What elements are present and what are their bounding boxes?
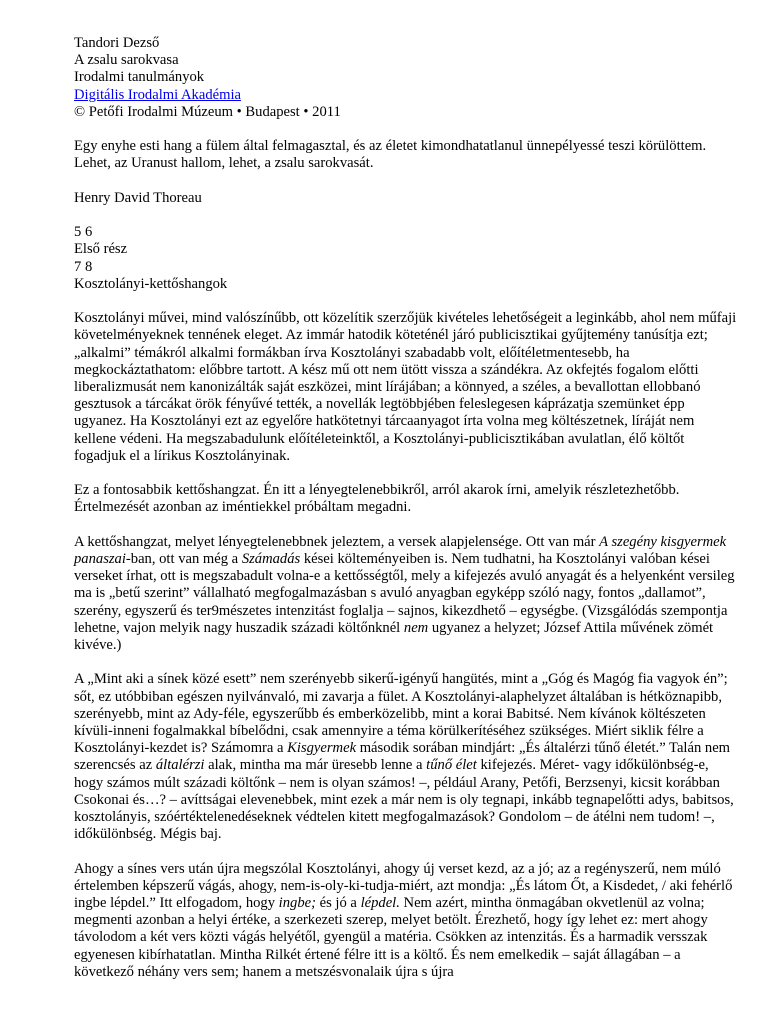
paragraph-3 — [74, 534, 738, 654]
book-subtitle: Irodalmi tanulmányok — [74, 69, 205, 86]
motto-attribution: Henry David Thoreau — [74, 189, 202, 206]
paragraph-2: Ez a fontosabbik kettőshangzat. Én itt a lényegtelenebbikről, arról akarok írni, amelyik részletezhetőbb. Értelmezését azonban az iméntiekkel próbáltam megadni. — [74, 482, 680, 516]
paragraph-4 — [74, 671, 738, 843]
page-numbers-2: 7 8 — [74, 258, 93, 275]
chapter-title: Kosztolányi-kettőshangok — [74, 275, 228, 292]
book-title: A zsalu sarokvasa — [74, 52, 179, 69]
p3-italic-3: nem — [403, 619, 429, 636]
part-label: Első rész — [74, 241, 128, 258]
p3-text-a: A kettőshangzat, melyet lényegtelenebbnek jeleztem, a versek alapjelensége. Ott van már — [74, 533, 600, 550]
p5-text-a: Ahogy a sínes vers után újra megszólal Kosztolányi, ahogy új verset kezd, az a jó; az a regényszerű, nem múló értelemben képszerű vágás, ahogy, nem-is-oly-ki-tudja-miért, azt mondja: „És látom Őt, a Kisdedet, / aki fehérlő ingbe lépdel.” Itt elfogadom, hogy — [74, 860, 733, 912]
page-numbers-1: 5 6 — [74, 224, 93, 241]
p4-text-d: kifejezés. Méret- vagy időkülönbség-e, hogy számos múlt századi költőnk – nem is olyan számos! –, például Arany, Petőfi, Berzsenyi, kicsit korábban Csokonai és…? – avíttságai elevenebbek, mint ezek a már nem is oly tegnapi, inkább tegnapelőtti adys, babitsos, kosztolányis, szóértéktelenedéseknek védtelen kitett megfogalmazások? Gondolom – de átélni nem tudom! –, időkülönbség. Mégis baj. — [74, 757, 734, 843]
p5-text-c: Nem azért, mintha önmagában okvetlenül az volna; megmenti azonban a helyi értéke, a szerkezeti szerep, melyet betölt. Érezhető, hogy így lehet ez: mert ahogy távolodom a két vers közti vágás helyétől, gyengül a matéria. Csökken az intenzitás. És a harmadik versszak egyenesen kibírhatatlan. Mintha Rilkét értené félre itt is a költő. És nem emelkedik – saját állagában – a következő néhány vers sem; hanem a metszésvonalaik újra s újra — [74, 895, 708, 980]
section-heading — [74, 224, 738, 293]
p3-italic-1: A szegény kisgyermek panaszai — [74, 533, 727, 567]
paragraph-5 — [74, 861, 738, 981]
p4-italic-2: általérzi — [155, 757, 205, 774]
motto-text: Egy enyhe esti hang a fülem által felmagasztal, és az életet kimondhatatlanul ünnepélyessé teszi körülöttem. Lehet, az Uranust hallom, lehet, a zsalu sarokvasát. — [74, 138, 707, 172]
copyright-line: © Petőfi Irodalmi Múzeum • Budapest • 2011 — [74, 103, 341, 120]
p5-text-b: és jó a — [315, 895, 361, 912]
p4-text-b: második sorában mindjárt: „És általérzi tűnő életét.” Talán nem szerencsés az — [74, 740, 731, 774]
p4-italic-1: Kisgyermek — [287, 740, 357, 757]
document-header — [74, 35, 738, 121]
p3-text-c: kései költeményeiben is. Nem tudhatni, ha Kosztolányi valóban kései verseket írhat, ott is megszabadult volna-e a kettősségtől, mely a kifejezés avuló anyagát és a helyenként versileg ma is „betű szerint” vállalható megfogalmazásban s avuló anyagban egyképp szóló nagy, fontos „dallamot”, szerény, egyszerű és ter9mészetes intenzitást foglalja – sajnos, kikezdhető – egységbe. (Vizsgálódás szempontja lehetne, vajon melyik nagy huszadik századi költőnknél — [74, 551, 735, 636]
p4-text-c: alak, mintha ma már üresebb lenne a — [204, 757, 427, 774]
p3-text-b: -ban, ott van még a — [125, 551, 242, 567]
dia-link[interactable]: Digitális Irodalmi Akadémia — [74, 86, 241, 103]
paragraph-1: Kosztolányi művei, mind valószínűbb, ott közelítik szerzőjük kivételes lehetőségeit a leginkább, ahol nem műfaji követelményeknek tennének eleget. Az immár hatodik köteténél járó publicisztikai gyűjtemény tanúsítja ezt; „alkalmi” témákról alkalmi formákban írva Kosztolányi szabadabb volt, előítéletmentesebb, ha megkockáztathatom: előbbre tartott. A kész mű ott nem ütött vissza a szándékra. Az okfejtés fogalom előtti liberalizmusát nem kanonizálták saját eszközei, mint lírájában; a könnyed, a széles, a bevallottan ellobbanó gesztusok a tárcákat örök fényűvé tették, a novellák legtöbbjében feleslegesen káprázatja szemünket épp ugyanez. Ha Kosztolányi ezt az egyelőre hatkötetnyi tárcaanyagot írta volna meg költészetnek, líráját nem kellene védeni. Ha megszabadulunk előítéleteinktől, a Kosztolányi-publicisztikában avulatlan, élő költőt fogadjuk el a lírikus Kosztolányinak. — [74, 310, 737, 464]
p3-text-d: ugyanez a helyzet; József Attila művének zömét kivéve.) — [74, 619, 714, 654]
p5-italic-2: lépdel. — [360, 895, 400, 912]
p4-text-a: A „Mint aki a sínek közé esett” nem szerényebb sikerű-igényű hangütés, mint a „Góg és Magóg fia vagyok én”; sőt, ez utóbbiban egészen nyilvánvaló, mi zavarja a fület. A Kosztolányi-alaphelyzet általában is hétköznapibb, szerényebb, mint az Ady-féle, egyszerűbb és emberközelibb, mint a korai Babitsé. Nem kívánok költészeten kívüli-inneni fogalmakkal bíbelődni, csak amennyire a téma körülkerítéséhez szükséges. Miért siklik félre a Kosztolányi-kezdet is? Számomra a — [74, 671, 728, 757]
p4-italic-3: tűnő élet — [426, 757, 477, 774]
p3-italic-2: Számadás — [241, 551, 301, 567]
p5-italic-1: ingbe; — [278, 895, 316, 912]
author-name: Tandori Dezső — [74, 35, 160, 51]
